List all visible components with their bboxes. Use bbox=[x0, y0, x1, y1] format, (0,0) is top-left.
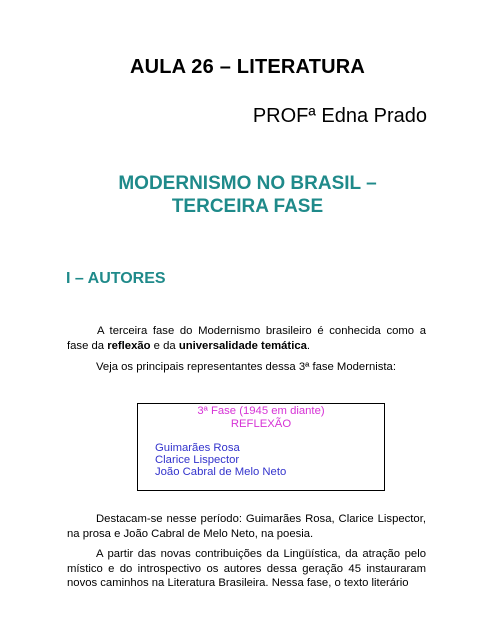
paragraph-text: e da bbox=[150, 339, 179, 352]
box-subtitle: REFLEXÃO bbox=[230, 418, 292, 430]
phase-summary-box bbox=[137, 403, 385, 491]
author-item: Clarice Lispector bbox=[155, 454, 240, 466]
box-title: 3ª Fase (1945 em diante) bbox=[197, 405, 325, 417]
paragraph-highlights bbox=[67, 512, 426, 541]
bold-term: universalidade temática bbox=[178, 339, 307, 352]
paragraph-text: A terceira fase do Modernismo brasileiro é conhecida como a fase da bbox=[67, 325, 426, 352]
paragraph-contributions bbox=[67, 547, 426, 591]
author-item: Guimarães Rosa bbox=[155, 442, 240, 454]
subtitle-line-1: MODERNISMO NO BRASIL – bbox=[118, 173, 377, 194]
paragraph-text: . bbox=[306, 339, 311, 352]
paragraph-intro bbox=[67, 324, 426, 353]
lesson-subtitle bbox=[0, 172, 495, 218]
page-title: AULA 26 – LITERATURA bbox=[129, 56, 366, 78]
section-heading: I – AUTORES bbox=[66, 270, 166, 287]
paragraph-text: Veja os principais representantes dessa 3ª fase Modernista: bbox=[96, 361, 396, 373]
subtitle-line-2: TERCEIRA FASE bbox=[171, 196, 324, 217]
author-item: João Cabral de Melo Neto bbox=[155, 466, 287, 478]
paragraph-text: A partir das novas contribuições da Lingüística, da atração pelo místico e do introspectivo os autores dessa geração 45 instauraram novos caminhos na Literatura Brasileira. Nessa fase, o texto literário bbox=[67, 548, 426, 589]
paragraph-text: Destacam-se nesse período: Guimarães Rosa, Clarice Lispector, na prosa e João Cabral de Melo Neto, na poesia. bbox=[67, 513, 426, 540]
bold-term: reflexão bbox=[107, 339, 151, 352]
teacher-name: PROFª Edna Prado bbox=[252, 105, 427, 127]
paragraph-representatives bbox=[67, 360, 426, 375]
